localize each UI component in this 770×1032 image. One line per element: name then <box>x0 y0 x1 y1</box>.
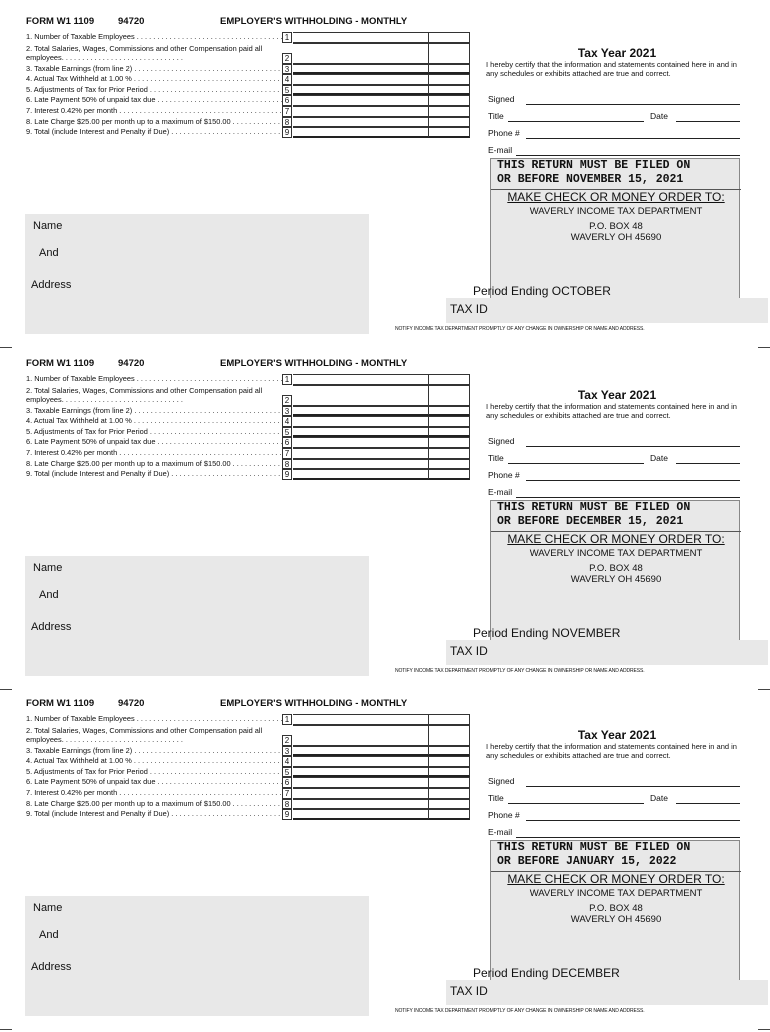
line-item-number: 2 <box>282 735 292 746</box>
title-field[interactable] <box>508 803 644 804</box>
tax-id-field[interactable] <box>446 298 768 323</box>
perforation-mark-right <box>758 1029 770 1030</box>
perforation-mark-left <box>0 1029 12 1030</box>
line-item-label: 6. Late Payment 50% of unpaid tax due . . . <box>26 95 282 106</box>
line-item <box>26 117 470 128</box>
line-item-label: 1. Number of Taxable Employees . . . <box>26 714 282 725</box>
line-item <box>26 799 470 810</box>
line-item-number: 7 <box>282 106 292 117</box>
tax-year: Tax Year 2021 <box>577 728 657 742</box>
line-item-label: 5. Adjustments of Tax for Prior Period . . . <box>26 85 282 96</box>
line-item-amount-field[interactable] <box>293 788 470 799</box>
line-item-label: 2. Total Salaries, Wages, Commissions and other Compensation paid all employees. . . . . . . . . . . . . . . . . . . . . . . . . . . . . . <box>26 725 263 744</box>
perforation-mark-left <box>0 689 12 690</box>
line-item-amount-field[interactable] <box>293 106 470 117</box>
and-label: And <box>39 589 59 601</box>
tax-year: Tax Year 2021 <box>577 388 657 402</box>
phone-label: Phone # <box>488 470 520 480</box>
filed-line-2: OR BEFORE JANUARY 15, 2022 <box>497 855 677 868</box>
line-item-amount-field[interactable] <box>293 416 470 427</box>
department-name: WAVERLY INCOME TAX DEPARTMENT <box>529 548 703 559</box>
line-item <box>26 448 470 459</box>
line-item-label: 8. Late Charge $25.00 per month up to a maximum of $150.00 . . . <box>26 117 282 128</box>
phone-field[interactable] <box>526 138 740 139</box>
line-items <box>26 714 470 820</box>
notify-notice: NOTIFY INCOME TAX DEPARTMENT PROMPTLY OF ANY CHANGE IN OWNERSHIP OR NAME AND ADDRESS. <box>395 326 645 332</box>
line-item-amount-field[interactable] <box>293 385 470 406</box>
line-item-label: 4. Actual Tax Withheld at 1.00 % . . . <box>26 74 282 85</box>
certification-text: I hereby certify that the information and statements contained here in and in any schedules or exhibits attached are true and correct. <box>486 402 737 420</box>
form-number: 94720 <box>118 698 145 709</box>
line-item <box>26 406 470 417</box>
line-item-number: 4 <box>282 74 292 85</box>
line-item-number: 9 <box>282 127 292 138</box>
line-item-label: 8. Late Charge $25.00 per month up to a maximum of $150.00 . . . <box>26 799 282 810</box>
city-state-zip: WAVERLY OH 45690 <box>570 914 662 925</box>
line-item-label: 8. Late Charge $25.00 per month up to a maximum of $150.00 . . . <box>26 459 282 470</box>
line-item-label: 7. Interest 0.42% per month . . . <box>26 106 282 117</box>
line-item-amount-field[interactable] <box>293 714 470 725</box>
filed-line-2: OR BEFORE NOVEMBER 15, 2021 <box>497 173 684 186</box>
line-item-label: 7. Interest 0.42% per month . . . <box>26 788 282 799</box>
signed-label: Signed <box>488 776 515 786</box>
notify-notice: NOTIFY INCOME TAX DEPARTMENT PROMPTLY OF ANY CHANGE IN OWNERSHIP OR NAME AND ADDRESS. <box>395 1008 645 1014</box>
line-item-label: 6. Late Payment 50% of unpaid tax due . . . <box>26 777 282 788</box>
line-item-number: 8 <box>282 117 292 128</box>
line-item <box>26 95 470 106</box>
line-item-amount-field[interactable] <box>293 437 470 448</box>
signed-label: Signed <box>488 94 515 104</box>
city-state-zip: WAVERLY OH 45690 <box>570 232 662 243</box>
period-ending-label: Period Ending <box>473 626 549 640</box>
signed-field[interactable] <box>526 104 740 105</box>
date-label: Date <box>650 453 668 463</box>
line-item-amount-field[interactable] <box>293 777 470 788</box>
filed-line-1: THIS RETURN MUST BE FILED ON <box>497 841 691 854</box>
line-item-amount-field[interactable] <box>293 725 470 746</box>
line-item-number: 4 <box>282 756 292 767</box>
line-item <box>26 385 470 406</box>
line-item-label: 9. Total (include Interest and Penalty if Due) . . . <box>26 809 282 820</box>
line-item-number: 6 <box>282 777 292 788</box>
line-item-number: 3 <box>282 746 292 757</box>
line-item-number: 2 <box>282 395 292 406</box>
line-item-number: 8 <box>282 459 292 470</box>
name-label: Name <box>33 902 63 914</box>
line-item-label: 3. Taxable Earnings (from line 2) . . . <box>26 64 282 75</box>
line-item-amount-field[interactable] <box>293 469 470 480</box>
line-item-number: 6 <box>282 437 292 448</box>
po-box: P.O. BOX 48 <box>589 903 643 914</box>
line-item <box>26 725 470 746</box>
title-label: Title <box>488 453 504 463</box>
period-month: DECEMBER <box>551 966 620 980</box>
line-item-amount-field[interactable] <box>293 74 470 85</box>
date-field[interactable] <box>676 121 740 122</box>
make-check-heading: MAKE CHECK OR MONEY ORDER TO: <box>491 189 741 204</box>
line-item <box>26 374 470 385</box>
line-items <box>26 32 470 138</box>
line-item <box>26 74 470 85</box>
line-item-number: 4 <box>282 416 292 427</box>
email-label: E-mail <box>488 487 513 497</box>
line-item-number: 5 <box>282 85 292 96</box>
line-item-amount-field[interactable] <box>293 32 470 43</box>
line-item-amount-field[interactable] <box>293 127 470 138</box>
withholding-coupon <box>0 692 770 1032</box>
line-item <box>26 32 470 43</box>
name-label: Name <box>33 562 63 574</box>
name-address-box[interactable] <box>25 556 369 676</box>
line-item-label: 2. Total Salaries, Wages, Commissions and other Compensation paid all employees. . . . . . . . . . . . . . . . . . . . . . . . . . . . . . <box>26 385 263 404</box>
line-item-label: 4. Actual Tax Withheld at 1.00 % . . . <box>26 416 282 427</box>
line-item <box>26 714 470 725</box>
line-item-amount-field[interactable] <box>293 64 470 75</box>
address-label: Address <box>31 621 72 633</box>
line-item-number: 6 <box>282 95 292 106</box>
phone-field[interactable] <box>526 820 740 821</box>
line-item-label: 5. Adjustments of Tax for Prior Period . . . <box>26 427 282 438</box>
line-item-number: 5 <box>282 427 292 438</box>
line-item-amount-field[interactable] <box>293 746 470 757</box>
line-item-label: 9. Total (include Interest and Penalty if Due) . . . <box>26 469 282 480</box>
form-number: 94720 <box>118 358 145 369</box>
period-month: NOVEMBER <box>551 626 621 640</box>
notify-notice: NOTIFY INCOME TAX DEPARTMENT PROMPTLY OF ANY CHANGE IN OWNERSHIP OR NAME AND ADDRESS. <box>395 668 645 674</box>
title-label: Title <box>488 111 504 121</box>
make-check-heading: MAKE CHECK OR MONEY ORDER TO: <box>491 871 741 886</box>
line-item <box>26 459 470 470</box>
line-item-amount-field[interactable] <box>293 767 470 778</box>
signed-field[interactable] <box>526 446 740 447</box>
line-item-number: 3 <box>282 64 292 75</box>
tax-id-field[interactable] <box>446 640 768 665</box>
certification-text: I hereby certify that the information and statements contained here in and in any schedules or exhibits attached are true and correct. <box>486 60 737 78</box>
filed-line-2: OR BEFORE DECEMBER 15, 2021 <box>497 515 684 528</box>
form-code: FORM W1 1109 <box>26 16 95 27</box>
line-item-amount-field[interactable] <box>293 799 470 810</box>
line-item-amount-field[interactable] <box>293 448 470 459</box>
line-item-amount-field[interactable] <box>293 427 470 438</box>
period-ending <box>473 966 620 980</box>
email-label: E-mail <box>488 827 513 837</box>
line-item-amount-field[interactable] <box>293 85 470 96</box>
and-label: And <box>39 929 59 941</box>
line-item-number: 1 <box>282 32 292 43</box>
form-title: EMPLOYER'S WITHHOLDING - MONTHLY <box>220 16 408 27</box>
form-title: EMPLOYER'S WITHHOLDING - MONTHLY <box>220 358 408 369</box>
line-item-label: 3. Taxable Earnings (from line 2) . . . <box>26 746 282 757</box>
line-item-number: 8 <box>282 799 292 810</box>
date-label: Date <box>650 111 668 121</box>
date-field[interactable] <box>676 803 740 804</box>
form-code: FORM W1 1109 <box>26 698 95 709</box>
line-item <box>26 85 470 96</box>
line-item-amount-field[interactable] <box>293 809 470 820</box>
line-item-label: 1. Number of Taxable Employees . . . <box>26 32 282 43</box>
signed-field[interactable] <box>526 786 740 787</box>
line-item <box>26 469 470 480</box>
email-field[interactable] <box>516 155 740 156</box>
period-ending <box>473 284 611 298</box>
line-item-number: 7 <box>282 448 292 459</box>
line-item <box>26 106 470 117</box>
date-field[interactable] <box>676 463 740 464</box>
date-label: Date <box>650 793 668 803</box>
line-items <box>26 374 470 480</box>
tax-id-label: TAX ID <box>450 302 488 316</box>
line-item-number: 5 <box>282 767 292 778</box>
line-item-label: 5. Adjustments of Tax for Prior Period . . . <box>26 767 282 778</box>
line-item-number: 9 <box>282 469 292 480</box>
line-item-amount-field[interactable] <box>293 406 470 417</box>
line-item-label: 2. Total Salaries, Wages, Commissions and other Compensation paid all employees. . . . . . . . . . . . . . . . . . . . . . . . . . . . . . <box>26 43 263 62</box>
line-item-label: 9. Total (include Interest and Penalty if Due) . . . <box>26 127 282 138</box>
filed-line-1: THIS RETURN MUST BE FILED ON <box>497 501 691 514</box>
line-item <box>26 427 470 438</box>
line-item-amount-field[interactable] <box>293 43 470 64</box>
signed-label: Signed <box>488 436 515 446</box>
line-item <box>26 788 470 799</box>
tax-id-label: TAX ID <box>450 644 488 658</box>
line-item-number: 1 <box>282 714 292 725</box>
line-item-number: 9 <box>282 809 292 820</box>
po-box: P.O. BOX 48 <box>589 563 643 574</box>
line-item <box>26 756 470 767</box>
form-number: 94720 <box>118 16 145 27</box>
line-item <box>26 64 470 75</box>
name-label: Name <box>33 220 63 232</box>
email-field[interactable] <box>516 837 740 838</box>
department-name: WAVERLY INCOME TAX DEPARTMENT <box>529 888 703 899</box>
line-item <box>26 127 470 138</box>
tax-id-field[interactable] <box>446 980 768 1005</box>
line-item-number: 7 <box>282 788 292 799</box>
form-title: EMPLOYER'S WITHHOLDING - MONTHLY <box>220 698 408 709</box>
address-label: Address <box>31 961 72 973</box>
line-item <box>26 416 470 427</box>
tax-year: Tax Year 2021 <box>577 46 657 60</box>
form-code: FORM W1 1109 <box>26 358 95 369</box>
line-item <box>26 767 470 778</box>
phone-label: Phone # <box>488 128 520 138</box>
po-box: P.O. BOX 48 <box>589 221 643 232</box>
period-month: OCTOBER <box>551 284 611 298</box>
line-item-amount-field[interactable] <box>293 95 470 106</box>
line-item-number: 3 <box>282 406 292 417</box>
perforation-mark-left <box>0 347 12 348</box>
line-item <box>26 437 470 448</box>
title-field[interactable] <box>508 121 644 122</box>
period-ending-label: Period Ending <box>473 966 549 980</box>
perforation-mark-right <box>758 347 770 348</box>
line-item-amount-field[interactable] <box>293 117 470 128</box>
address-label: Address <box>31 279 72 291</box>
department-name: WAVERLY INCOME TAX DEPARTMENT <box>529 206 703 217</box>
filed-line-1: THIS RETURN MUST BE FILED ON <box>497 159 691 172</box>
line-item <box>26 43 470 64</box>
line-item-number: 2 <box>282 53 292 64</box>
title-label: Title <box>488 793 504 803</box>
line-item-amount-field[interactable] <box>293 459 470 470</box>
line-item-amount-field[interactable] <box>293 756 470 767</box>
line-item <box>26 746 470 757</box>
withholding-coupon <box>0 10 770 350</box>
line-item-label: 6. Late Payment 50% of unpaid tax due . . . <box>26 437 282 448</box>
line-item-label: 4. Actual Tax Withheld at 1.00 % . . . <box>26 756 282 767</box>
email-field[interactable] <box>516 497 740 498</box>
line-item <box>26 777 470 788</box>
period-ending <box>473 626 620 640</box>
withholding-coupon <box>0 352 770 692</box>
and-label: And <box>39 247 59 259</box>
phone-label: Phone # <box>488 810 520 820</box>
line-item-label: 7. Interest 0.42% per month . . . <box>26 448 282 459</box>
city-state-zip: WAVERLY OH 45690 <box>570 574 662 585</box>
tax-id-label: TAX ID <box>450 984 488 998</box>
make-check-heading: MAKE CHECK OR MONEY ORDER TO: <box>491 531 741 546</box>
line-item-number: 1 <box>282 374 292 385</box>
period-ending-label: Period Ending <box>473 284 549 298</box>
line-item <box>26 809 470 820</box>
email-label: E-mail <box>488 145 513 155</box>
perforation-mark-right <box>758 689 770 690</box>
line-item-label: 1. Number of Taxable Employees . . . <box>26 374 282 385</box>
name-address-box[interactable] <box>25 896 369 1016</box>
title-field[interactable] <box>508 463 644 464</box>
line-item-label: 3. Taxable Earnings (from line 2) . . . <box>26 406 282 417</box>
certification-text: I hereby certify that the information and statements contained here in and in any schedules or exhibits attached are true and correct. <box>486 742 737 760</box>
line-item-amount-field[interactable] <box>293 374 470 385</box>
phone-field[interactable] <box>526 480 740 481</box>
name-address-box[interactable] <box>25 214 369 334</box>
